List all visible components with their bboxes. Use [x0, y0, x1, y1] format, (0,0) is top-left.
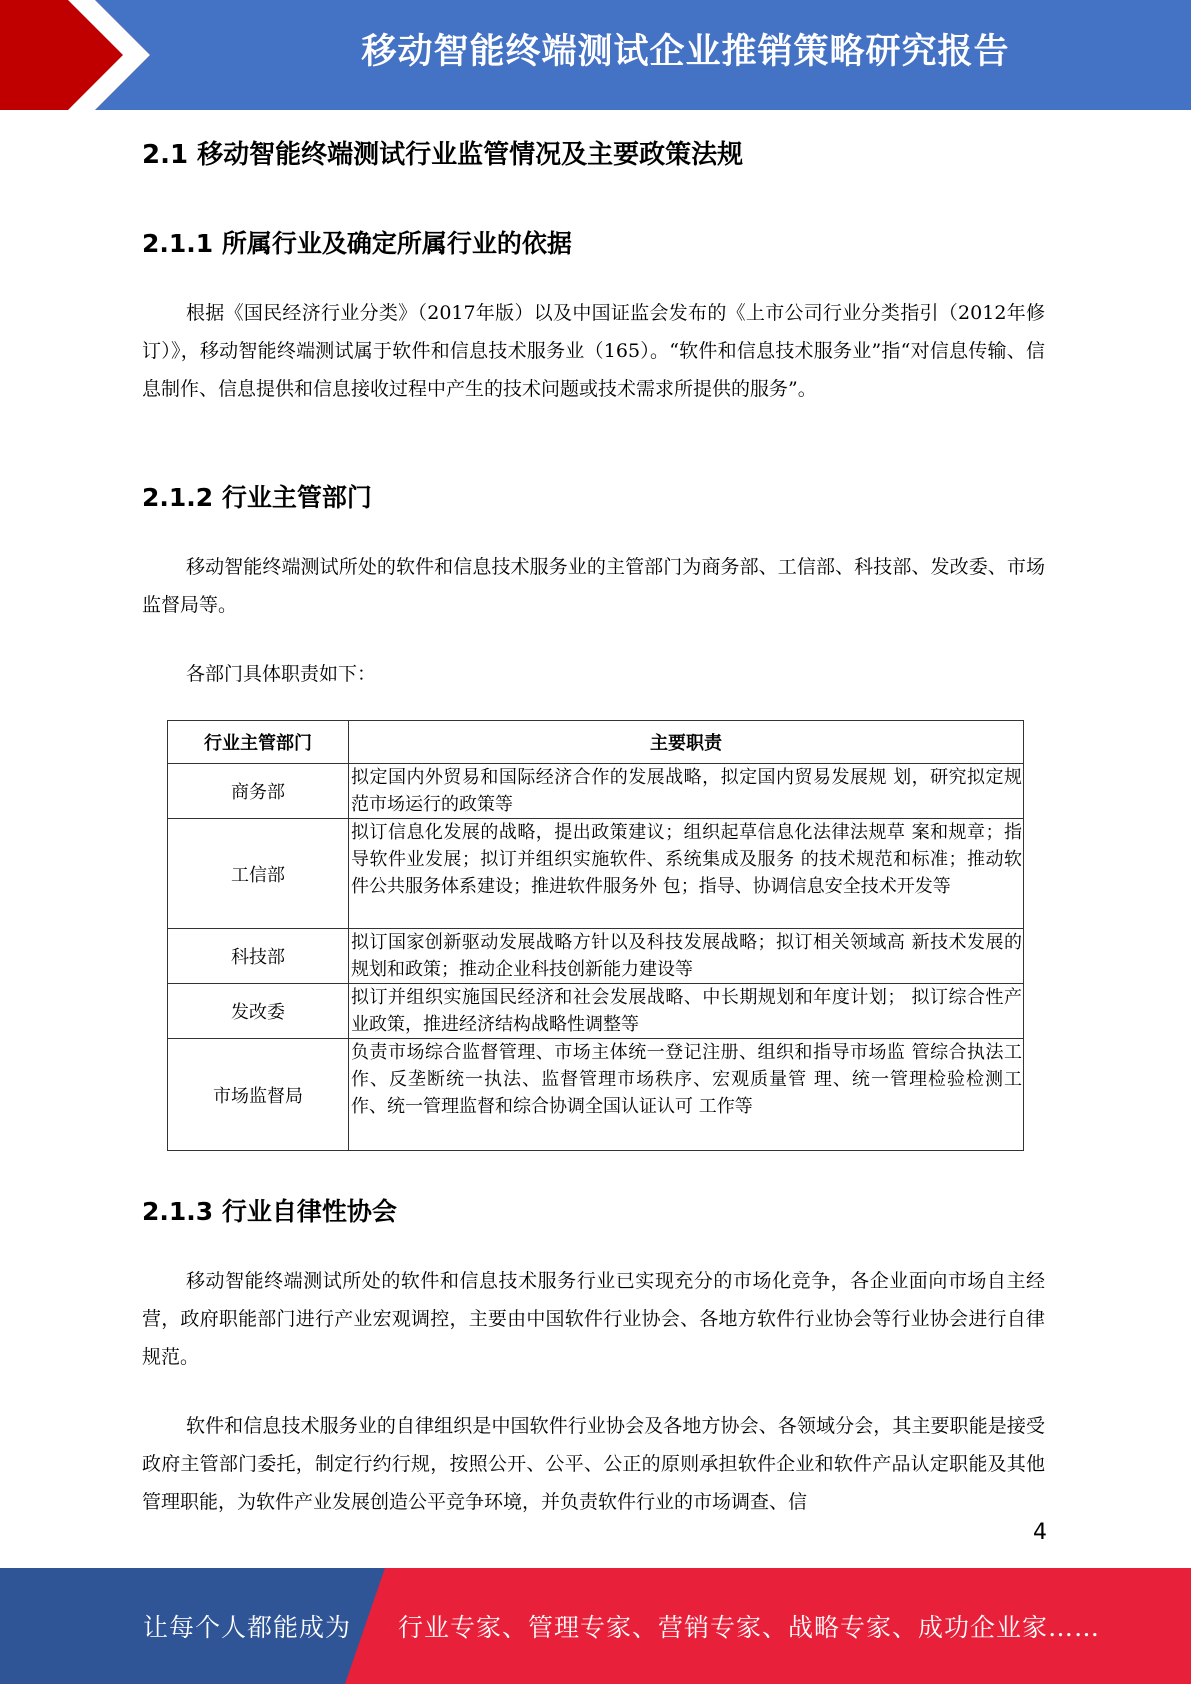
- table-cell-dept: 工信部: [168, 819, 349, 929]
- authority-duty-table: [167, 720, 1024, 1151]
- table-cell-duty: 拟订信息化发展的战略，提出政策建议；组织起草信息化法律法规草 案和规章；指导软件业发展；拟订并组织实施软件、系统集成及服务 的技术规范和标准；推动软件公共服务体系建设；推进软件服务外 包；指导、协调信息安全技术开发等: [349, 819, 1024, 929]
- paragraph-authorities: 移动智能终端测试所处的软件和信息技术服务业的主管部门为商务部、工信部、科技部、发改委、市场监督局等。: [142, 556, 1045, 616]
- section-heading-2-1-3: 2.1.3 行业自律性协会: [142, 1197, 397, 1226]
- paragraph-duties-intro: 各部门具体职责如下：: [186, 663, 377, 685]
- paragraph-association-functions: 软件和信息技术服务业的自律组织是中国软件行业协会及各地方协会、各领域分会，其主要职能是接受政府主管部门委托，制定行约行规，按照公开、公平、公正的原则承担软件企业和软件产品认定职能及其他管理职能，为软件产业发展创造公平竞争环境，并负责软件行业的市场调查、信: [142, 1415, 1045, 1513]
- page-footer: [0, 1568, 1191, 1684]
- table-row: [168, 1039, 1024, 1151]
- table-header-row: [168, 721, 1024, 764]
- table-row: [168, 984, 1024, 1039]
- footer-slogan-right: 行业专家、管理专家、营销专家、战略专家、成功企业家……: [398, 1613, 1101, 1642]
- table-cell-dept: 发改委: [168, 984, 349, 1039]
- table-cell-duty: 拟订国家创新驱动发展战略方针以及科技发展战略；拟订相关领域高 新技术发展的规划和政策；推动企业科技创新能力建设等: [349, 929, 1024, 984]
- table-cell-dept: 商务部: [168, 764, 349, 819]
- section-heading-2-1: 2.1 移动智能终端测试行业监管情况及主要政策法规: [142, 140, 744, 170]
- paragraph-self-regulation: 移动智能终端测试所处的软件和信息技术服务行业已实现充分的市场化竞争，各企业面向市场自主经营，政府职能部门进行产业宏观调控，主要由中国软件行业协会、各地方软件行业协会等行业协会进行自律规范。: [142, 1270, 1045, 1368]
- table-header-dept: 行业主管部门: [168, 721, 349, 764]
- table-cell-dept: 市场监督局: [168, 1039, 349, 1151]
- table-cell-duty: 负责市场综合监督管理、市场主体统一登记注册、组织和指导市场监 管综合执法工作、反垄断统一执法、监督管理市场秩序、宏观质量管 理、统一管理检验检测工作、统一管理监督和综合协调全国认证认可 工作等: [349, 1039, 1024, 1151]
- section-heading-2-1-1: 2.1.1 所属行业及确定所属行业的依据: [142, 229, 572, 258]
- table-cell-duty: 拟订并组织实施国民经济和社会发展战略、中长期规划和年度计划； 拟订综合性产业政策，推进经济结构战略性调整等: [349, 984, 1024, 1039]
- table-row: [168, 764, 1024, 819]
- header-title: 移动智能终端测试企业推销策略研究报告: [361, 32, 1010, 72]
- footer-slogan-left: 让每个人都能成为: [143, 1613, 352, 1642]
- table-row: [168, 929, 1024, 984]
- table-row: [168, 819, 1024, 929]
- table-header-duty: 主要职责: [349, 721, 1024, 764]
- table-cell-dept: 科技部: [168, 929, 349, 984]
- paragraph-industry-basis: 根据《国民经济行业分类》（2017年版）以及中国证监会发布的《上市公司行业分类指引（2012年修订）》，移动智能终端测试属于软件和信息技术服务业（165）。“软件和信息技术服务业”指“对信息传输、信息制作、信息提供和信息接收过程中产生的技术问题或技术需求所提供的服务”。: [142, 302, 1045, 400]
- page-header: [0, 0, 1191, 110]
- table-cell-duty: 拟定国内外贸易和国际经济合作的发展战略，拟定国内贸易发展规 划，研究拟定规范市场运行的政策等: [349, 764, 1024, 819]
- page-number: 4: [1033, 1520, 1047, 1545]
- section-heading-2-1-2: 2.1.2 行业主管部门: [142, 483, 372, 512]
